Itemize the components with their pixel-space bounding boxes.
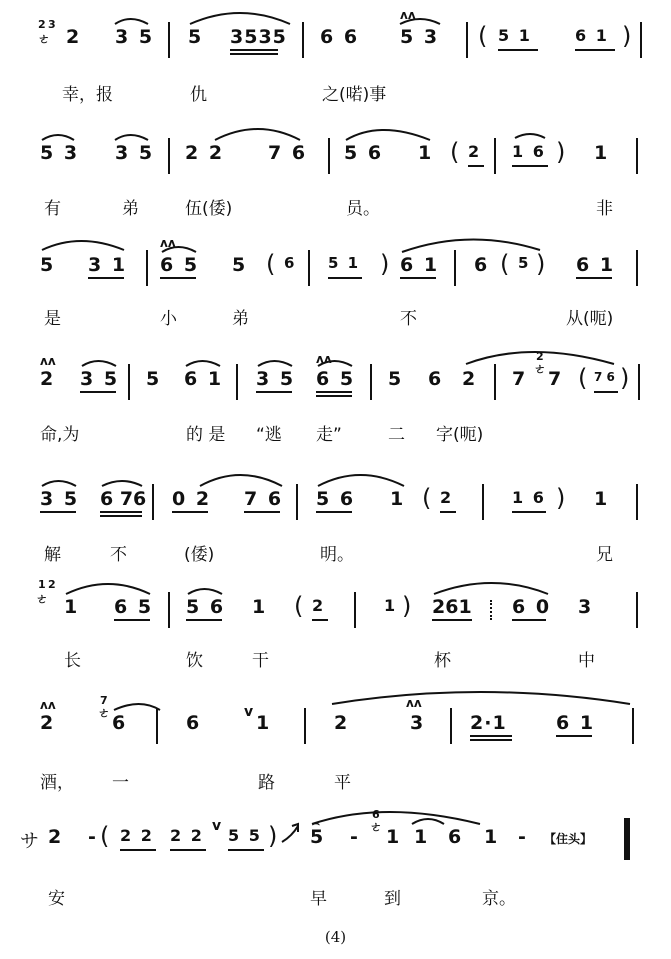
note: 1 (594, 488, 610, 510)
lyric: 安 (48, 889, 65, 909)
paren: ( (100, 822, 112, 850)
paren: ( (450, 138, 462, 166)
note: 7 (512, 368, 528, 390)
note: 6 1 (576, 254, 616, 276)
note: 2 (40, 368, 56, 390)
grace-mark: ㄜ (370, 820, 383, 834)
note: 5 1 (498, 26, 532, 45)
staff-7 (0, 694, 671, 794)
note: 6 (474, 254, 490, 276)
staff-8 (0, 808, 671, 908)
note: 2 (462, 368, 478, 390)
note: 5 1 (328, 254, 361, 272)
grace-note: 6 (372, 808, 380, 821)
paren: ) (380, 250, 392, 278)
note: 5 (518, 254, 531, 272)
lyric: 员。 (346, 199, 380, 219)
breath-mark: v (244, 704, 254, 720)
note: 6 5 (316, 368, 356, 390)
staff-notes (0, 350, 671, 410)
paren: ( (478, 22, 490, 50)
staff-notes (0, 694, 671, 754)
slur-marks (0, 578, 671, 638)
lyric: 明。 (320, 545, 354, 565)
lyric: 解 (44, 545, 61, 565)
lyric: 弟 (122, 199, 139, 219)
note: 5 (388, 368, 404, 390)
slur-marks (0, 8, 671, 68)
lyric: 二 (388, 425, 405, 445)
note: 6 1 (400, 254, 440, 276)
end-label: 【住头】 (544, 832, 593, 846)
paren: ( (266, 250, 278, 278)
underline (228, 849, 264, 851)
grace-mark: ㄜ (98, 706, 111, 720)
note: 2 2 (185, 142, 225, 164)
note: 6 1 (556, 712, 596, 734)
note: 6 (186, 712, 202, 734)
ornament-mark: ʌʌ (400, 8, 416, 22)
note: 2 (40, 712, 56, 734)
lyric: 不 (110, 545, 127, 565)
grace-note: 7 (100, 694, 108, 707)
note: 5 (40, 254, 56, 276)
note: 5 6 (316, 488, 356, 510)
paren: ) (536, 250, 548, 278)
note: 2 (312, 596, 326, 615)
lyric: 到 (384, 889, 401, 909)
staff-6 (0, 578, 671, 678)
paren: ) (556, 138, 568, 166)
staff-notes (0, 470, 671, 530)
note: 3 (410, 712, 426, 734)
lyric: 的 是 (186, 425, 226, 445)
lyric: 幸，报 (62, 85, 113, 105)
note: 3 (578, 596, 594, 618)
lyric: 中 (578, 651, 595, 671)
staff-notes (0, 8, 671, 68)
staff-notes (0, 236, 671, 296)
note: 1 (484, 826, 500, 848)
note: 2 (440, 488, 454, 507)
note: 3 1 (88, 254, 128, 276)
note: 5 (310, 826, 326, 848)
paren: ) (622, 22, 634, 50)
lyric: 酒， (40, 773, 74, 793)
paren: ( (578, 364, 590, 392)
note: 5 5 (228, 826, 262, 845)
lyric: 平 (334, 773, 351, 793)
breath-mark: v (212, 818, 222, 834)
grace-note: 2 (38, 18, 46, 31)
staff-1 (0, 8, 671, 108)
paren: ( (422, 484, 434, 512)
note: - (350, 826, 360, 848)
staff-3 (0, 236, 671, 336)
tempo-sign: サ (20, 830, 42, 852)
lyric: 不 (400, 309, 417, 329)
note: 2 (334, 712, 350, 734)
paren: ( (294, 592, 306, 620)
ornament-mark: ʌʌ (40, 354, 56, 368)
lyric: 杯 (434, 651, 451, 671)
slur-marks (0, 236, 671, 296)
ornament-mark: ʌʌ (406, 696, 422, 710)
note: 0 2 (172, 488, 212, 510)
note: 6 5 (114, 596, 154, 618)
ornament-mark: ʌʌ (316, 352, 332, 366)
underline (170, 849, 206, 851)
note: 5 (232, 254, 248, 276)
grace-note: 3 (48, 18, 56, 31)
note: 6 (428, 368, 444, 390)
note: 2 (66, 26, 82, 48)
lyric: 小 (160, 309, 177, 329)
note: 1 (594, 142, 610, 164)
note: 1 (418, 142, 434, 164)
note: 5 6 (186, 596, 226, 618)
note: 2·1 (470, 712, 507, 734)
lyric: 命,为 (40, 425, 80, 445)
note: 7 6 (244, 488, 284, 510)
lyric: 伍(倭) (185, 199, 233, 219)
note: 5 3 (400, 26, 440, 48)
lyric: 干 (252, 651, 269, 671)
note: 1 (256, 712, 272, 734)
paren: ) (268, 822, 280, 850)
lyric: “逃 (256, 425, 282, 445)
note: 7 6 (594, 370, 615, 384)
note: 6 (448, 826, 464, 848)
note: 1 (414, 826, 430, 848)
lyric: 字(呃) (436, 425, 484, 445)
grace-mark: ㄜ (534, 362, 547, 376)
note: 1 6 (512, 142, 546, 161)
note: 3 5 (80, 368, 120, 390)
note: 6 0 (512, 596, 552, 618)
note: 1 (386, 826, 402, 848)
note: 2 (468, 142, 482, 161)
note: - (518, 826, 528, 848)
ornament-mark: ʌʌ (160, 236, 176, 250)
slur-marks (0, 470, 671, 530)
lyric: 非 (596, 199, 613, 219)
note: 3 5 (256, 368, 296, 390)
note: 6 1 (184, 368, 224, 390)
note: 7 (548, 368, 564, 390)
lyric: 有 (44, 199, 61, 219)
lyric: 从(呃) (566, 309, 614, 329)
lyric: 一 (112, 773, 129, 793)
note: 1 (384, 596, 398, 615)
note: 6 1 (575, 26, 609, 45)
staff-notes (0, 578, 671, 638)
note: 6 6 (320, 26, 360, 48)
staff-4 (0, 350, 671, 450)
grace-mark: ㄜ (36, 592, 49, 606)
note: 2 (48, 826, 64, 848)
slur-marks (0, 124, 671, 184)
lyric: 是 (44, 309, 61, 329)
note: 5 (188, 26, 204, 48)
note: 7 6 (268, 142, 308, 164)
staff-notes (0, 808, 671, 868)
paren: ( (500, 250, 512, 278)
slur-marks (0, 694, 671, 754)
note: 1 6 (512, 488, 546, 507)
note: 1 (252, 596, 268, 618)
page-number: (4) (324, 928, 347, 946)
grace-mark: ㄜ (38, 32, 51, 46)
grace-note: 1 (38, 578, 46, 591)
note: 6 76 (100, 488, 147, 510)
paren: ) (620, 364, 632, 392)
lyric: 之(喏)事 (322, 85, 387, 105)
note: 5 6 (344, 142, 384, 164)
note: 5 (146, 368, 162, 390)
lyric: 长 (64, 651, 81, 671)
fermata-mark: ⌢ (312, 816, 320, 830)
underline (120, 849, 156, 851)
final-barline (624, 818, 630, 860)
note: 3 5 (115, 26, 155, 48)
note: 1 (390, 488, 406, 510)
lyric: 兄 (596, 545, 613, 565)
slur-marks (0, 350, 671, 410)
note: 5 3 (40, 142, 80, 164)
lyric: 仇 (190, 85, 207, 105)
lyric: 饮 (186, 651, 203, 671)
staff-2 (0, 124, 671, 224)
note: - (88, 826, 98, 848)
ornament-mark: ʌʌ (40, 698, 56, 712)
staff-notes (0, 124, 671, 184)
note: 261 (432, 596, 472, 618)
note: 2 2 (120, 826, 154, 845)
note: 6 5 (160, 254, 200, 276)
note: 6 (284, 254, 297, 272)
lyric: 路 (258, 773, 275, 793)
lyric: 京。 (482, 889, 516, 909)
note: 2 2 (170, 826, 204, 845)
note: 3535 (230, 26, 287, 48)
staff-5 (0, 470, 671, 570)
note: 3 5 (40, 488, 80, 510)
note: 6 (112, 712, 128, 734)
lyric: 弟 (232, 309, 249, 329)
note: 3 5 (115, 142, 155, 164)
note: 1 (64, 596, 80, 618)
paren: ) (402, 592, 414, 620)
grace-note: 2 (48, 578, 56, 591)
lyric: (倭) (184, 545, 215, 565)
lyric: 走” (316, 425, 342, 445)
lyric: 早 (310, 889, 327, 909)
paren: ) (556, 484, 568, 512)
grace-note: 2 (536, 350, 544, 363)
